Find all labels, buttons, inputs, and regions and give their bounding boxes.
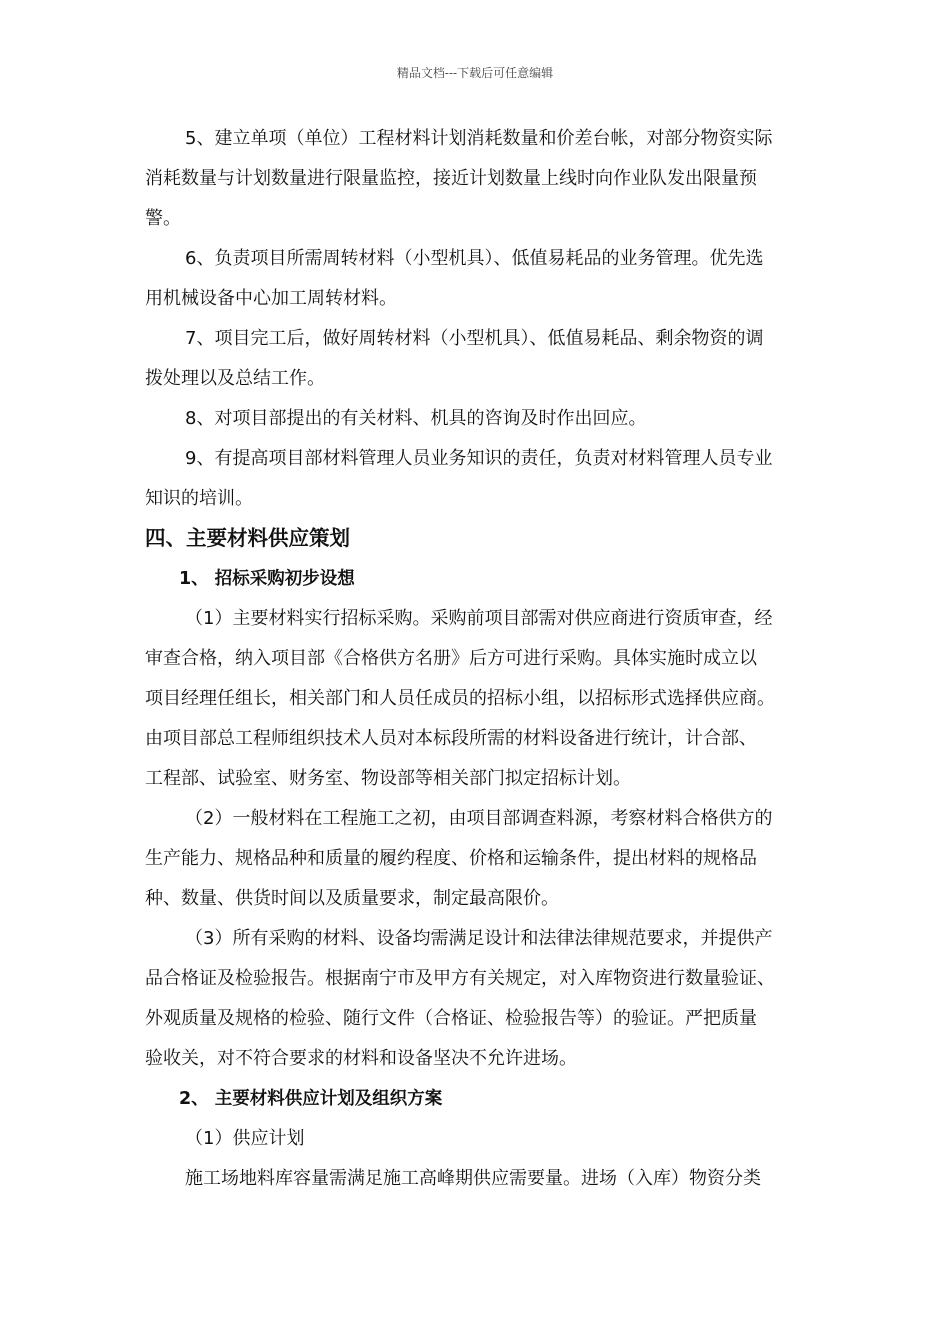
paragraph-line: （1）供应计划 <box>185 1128 305 1149</box>
paragraph-line: 审查合格，纳入项目部《合格供方名册》后方可进行采购。具体实施时成立以 <box>145 648 757 669</box>
paragraph-line: （2）一般材料在工程施工之初，由项目部调查料源，考察材料合格供方的 <box>185 808 773 829</box>
subsection-heading-1: 1、 招标采购初步设想 <box>179 569 355 589</box>
paragraph-supply-plan <box>145 1159 815 1199</box>
paragraph-line: 9、有提高项目部材料管理人员业务知识的责任，负责对材料管理人员专业 <box>185 448 773 469</box>
paragraph-line: 8、对项目部提出的有关材料、机具的咨询及时作出回应。 <box>185 408 647 429</box>
section-heading: 四、主要材料供应策划 <box>145 526 350 550</box>
paragraph-line: 生产能力、规格品种和质量的履约程度、价格和运输条件，提出材料的规格品 <box>145 848 757 869</box>
paragraph-line: 消耗数量与计划数量进行限量监控，接近计划数量上线时向作业队发出限量预 <box>145 168 757 189</box>
paragraph-line: 拨处理以及总结工作。 <box>145 368 325 389</box>
paragraph-line: （3）所有采购的材料、设备均需满足设计和法律法律规范要求，并提供产 <box>185 928 773 949</box>
paragraph-procurement-2 <box>145 799 815 919</box>
paragraph-procurement-1 <box>145 599 815 799</box>
paragraph-line: 警。 <box>145 208 181 229</box>
paragraph-item-6 <box>145 239 815 319</box>
paragraph-line: 6、负责项目所需周转材料（小型机具）、低值易耗品的业务管理。优先选 <box>185 248 764 269</box>
paragraph-line: 项目经理任组长，相关部门和人员任成员的招标小组，以招标形式选择供应商。 <box>145 688 775 709</box>
paragraph-line: 5、建立单项（单位）工程材料计划消耗数量和价差台帐，对部分物资实际 <box>185 128 773 149</box>
paragraph-line: 外观质量及规格的检验、随行文件（合格证、检验报告等）的验证。严把质量 <box>145 1008 757 1029</box>
paragraph-line: 品合格证及检验报告。根据南宁市及甲方有关规定，对入库物资进行数量验证、 <box>145 968 775 989</box>
paragraph-line: 知识的培训。 <box>145 488 253 509</box>
paragraph-line: 用机械设备中心加工周转材料。 <box>145 288 397 309</box>
paragraph-line: 种、数量、供货时间以及质量要求，制定最高限价。 <box>145 888 559 909</box>
paragraph-line: 由项目部总工程师组织技术人员对本标段所需的材料设备进行统计，计合部、 <box>145 728 757 749</box>
paragraph-line: （1）主要材料实行招标采购。采购前项目部需对供应商进行资质审查，经 <box>185 608 773 629</box>
paragraph-line: 施工场地料库容量需满足施工高峰期供应需要量。进场（入库）物资分类 <box>185 1168 761 1189</box>
paragraph-procurement-3 <box>145 919 815 1079</box>
paragraph-line: 工程部、试验室、财务室、物设部等相关部门拟定招标计划。 <box>145 768 631 789</box>
subsection-heading-2: 2、 主要材料供应计划及组织方案 <box>179 1089 443 1109</box>
paragraph-item-9 <box>145 439 815 519</box>
document-body <box>145 119 815 1199</box>
paragraph-supply-plan-label <box>145 1119 815 1159</box>
paragraph-line: 7、项目完工后，做好周转材料（小型机具）、低值易耗品、剩余物资的调 <box>185 328 764 349</box>
paragraph-line: 验收关，对不符合要求的材料和设备坚决不允许进场。 <box>145 1048 577 1069</box>
paragraph-item-7 <box>145 319 815 399</box>
paragraph-item-5 <box>145 119 815 239</box>
paragraph-item-8 <box>145 399 815 439</box>
page-header: 精品文档---下载后可任意编辑 <box>396 66 554 80</box>
